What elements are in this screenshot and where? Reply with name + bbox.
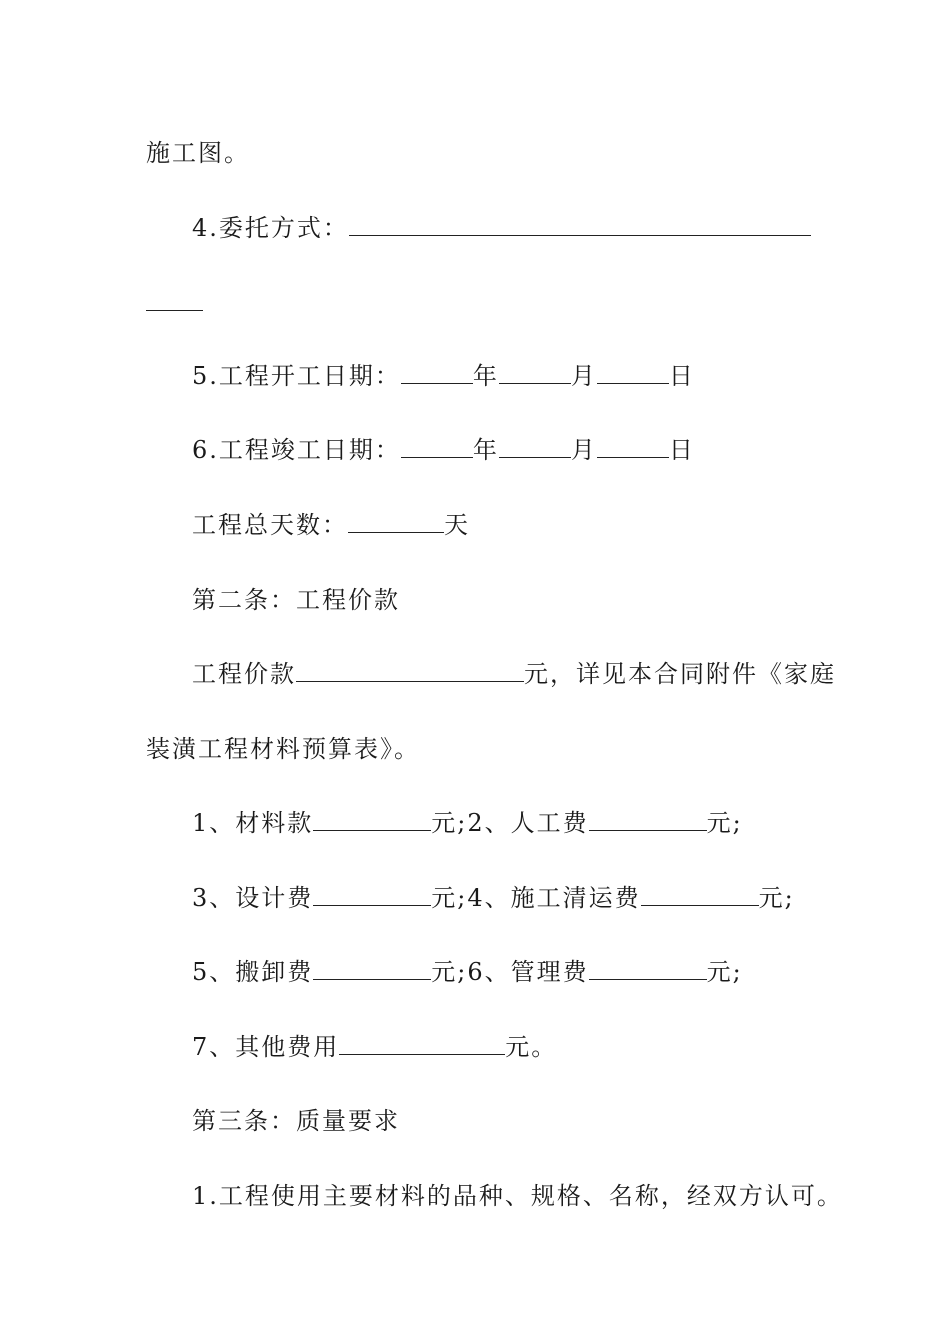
unit-label: 天 <box>444 511 470 539</box>
fee-label: 元;6、管理费 <box>431 958 589 986</box>
design-fee-blank[interactable] <box>313 883 431 906</box>
field-label: 6.工程竣工日期： <box>192 436 401 464</box>
paragraph-text: 1.工程使用主要材料的品种、规格、名称，经双方认可。 <box>192 1182 843 1210</box>
fee-label: 元;2、人工费 <box>431 809 589 837</box>
fee-label: 3、设计费 <box>192 884 314 912</box>
fee-label: 元;4、施工清运费 <box>431 884 641 912</box>
field-label: 5.工程开工日期： <box>192 362 401 390</box>
paragraph-text: 施工图。 <box>146 139 250 167</box>
entrust-method-blank-cont[interactable] <box>146 288 203 311</box>
fee-row <box>192 808 743 838</box>
other-fee-blank[interactable] <box>339 1032 505 1055</box>
fee-label: 7、其他费用 <box>192 1033 340 1061</box>
heading-text: 第三条：质量要求 <box>192 1107 400 1135</box>
entrust-method-row <box>192 213 811 243</box>
end-year-blank[interactable] <box>401 435 473 458</box>
year-unit: 年 <box>472 362 499 390</box>
field-label: 工程价款 <box>192 660 296 688</box>
fee-label: 5、搬卸费 <box>192 958 314 986</box>
price-row <box>192 659 836 689</box>
fee-label: 元; <box>706 958 743 986</box>
total-days-row <box>192 510 470 540</box>
end-date-row <box>192 435 695 465</box>
day-unit: 日 <box>668 362 695 390</box>
heading-text: 第二条：工程价款 <box>192 586 400 614</box>
month-unit: 月 <box>570 436 597 464</box>
month-unit: 月 <box>570 362 597 390</box>
fee-label: 元; <box>706 809 743 837</box>
end-month-blank[interactable] <box>499 435 571 458</box>
text-line <box>146 138 250 168</box>
field-label: 工程总天数： <box>192 511 348 539</box>
fee-row <box>192 883 795 913</box>
start-month-blank[interactable] <box>499 361 571 384</box>
material-fee-blank[interactable] <box>313 808 431 831</box>
end-day-blank[interactable] <box>597 435 669 458</box>
fee-label: 元。 <box>505 1033 558 1061</box>
entrust-method-continuation <box>146 288 203 318</box>
fee-label: 1、材料款 <box>192 809 314 837</box>
management-fee-blank[interactable] <box>589 957 707 980</box>
cleanup-fee-blank[interactable] <box>641 883 759 906</box>
paragraph-text: 元，详见本合同附件《家庭 <box>524 660 836 688</box>
field-label: 4.委托方式： <box>192 214 349 242</box>
section-heading <box>192 1106 400 1136</box>
entrust-method-blank[interactable] <box>349 213 811 236</box>
fee-row <box>192 957 743 987</box>
total-days-blank[interactable] <box>348 510 444 533</box>
labor-fee-blank[interactable] <box>589 808 707 831</box>
fee-label: 元; <box>758 884 795 912</box>
fee-row <box>192 1032 557 1062</box>
paragraph-text: 装潢工程材料预算表》。 <box>146 735 420 763</box>
moving-fee-blank[interactable] <box>313 957 431 980</box>
section-heading <box>192 585 400 615</box>
text-line <box>192 1181 843 1211</box>
year-unit: 年 <box>472 436 499 464</box>
text-line <box>146 734 420 764</box>
price-blank[interactable] <box>296 659 524 682</box>
start-date-row <box>192 361 695 391</box>
start-day-blank[interactable] <box>597 361 669 384</box>
day-unit: 日 <box>668 436 695 464</box>
start-year-blank[interactable] <box>401 361 473 384</box>
